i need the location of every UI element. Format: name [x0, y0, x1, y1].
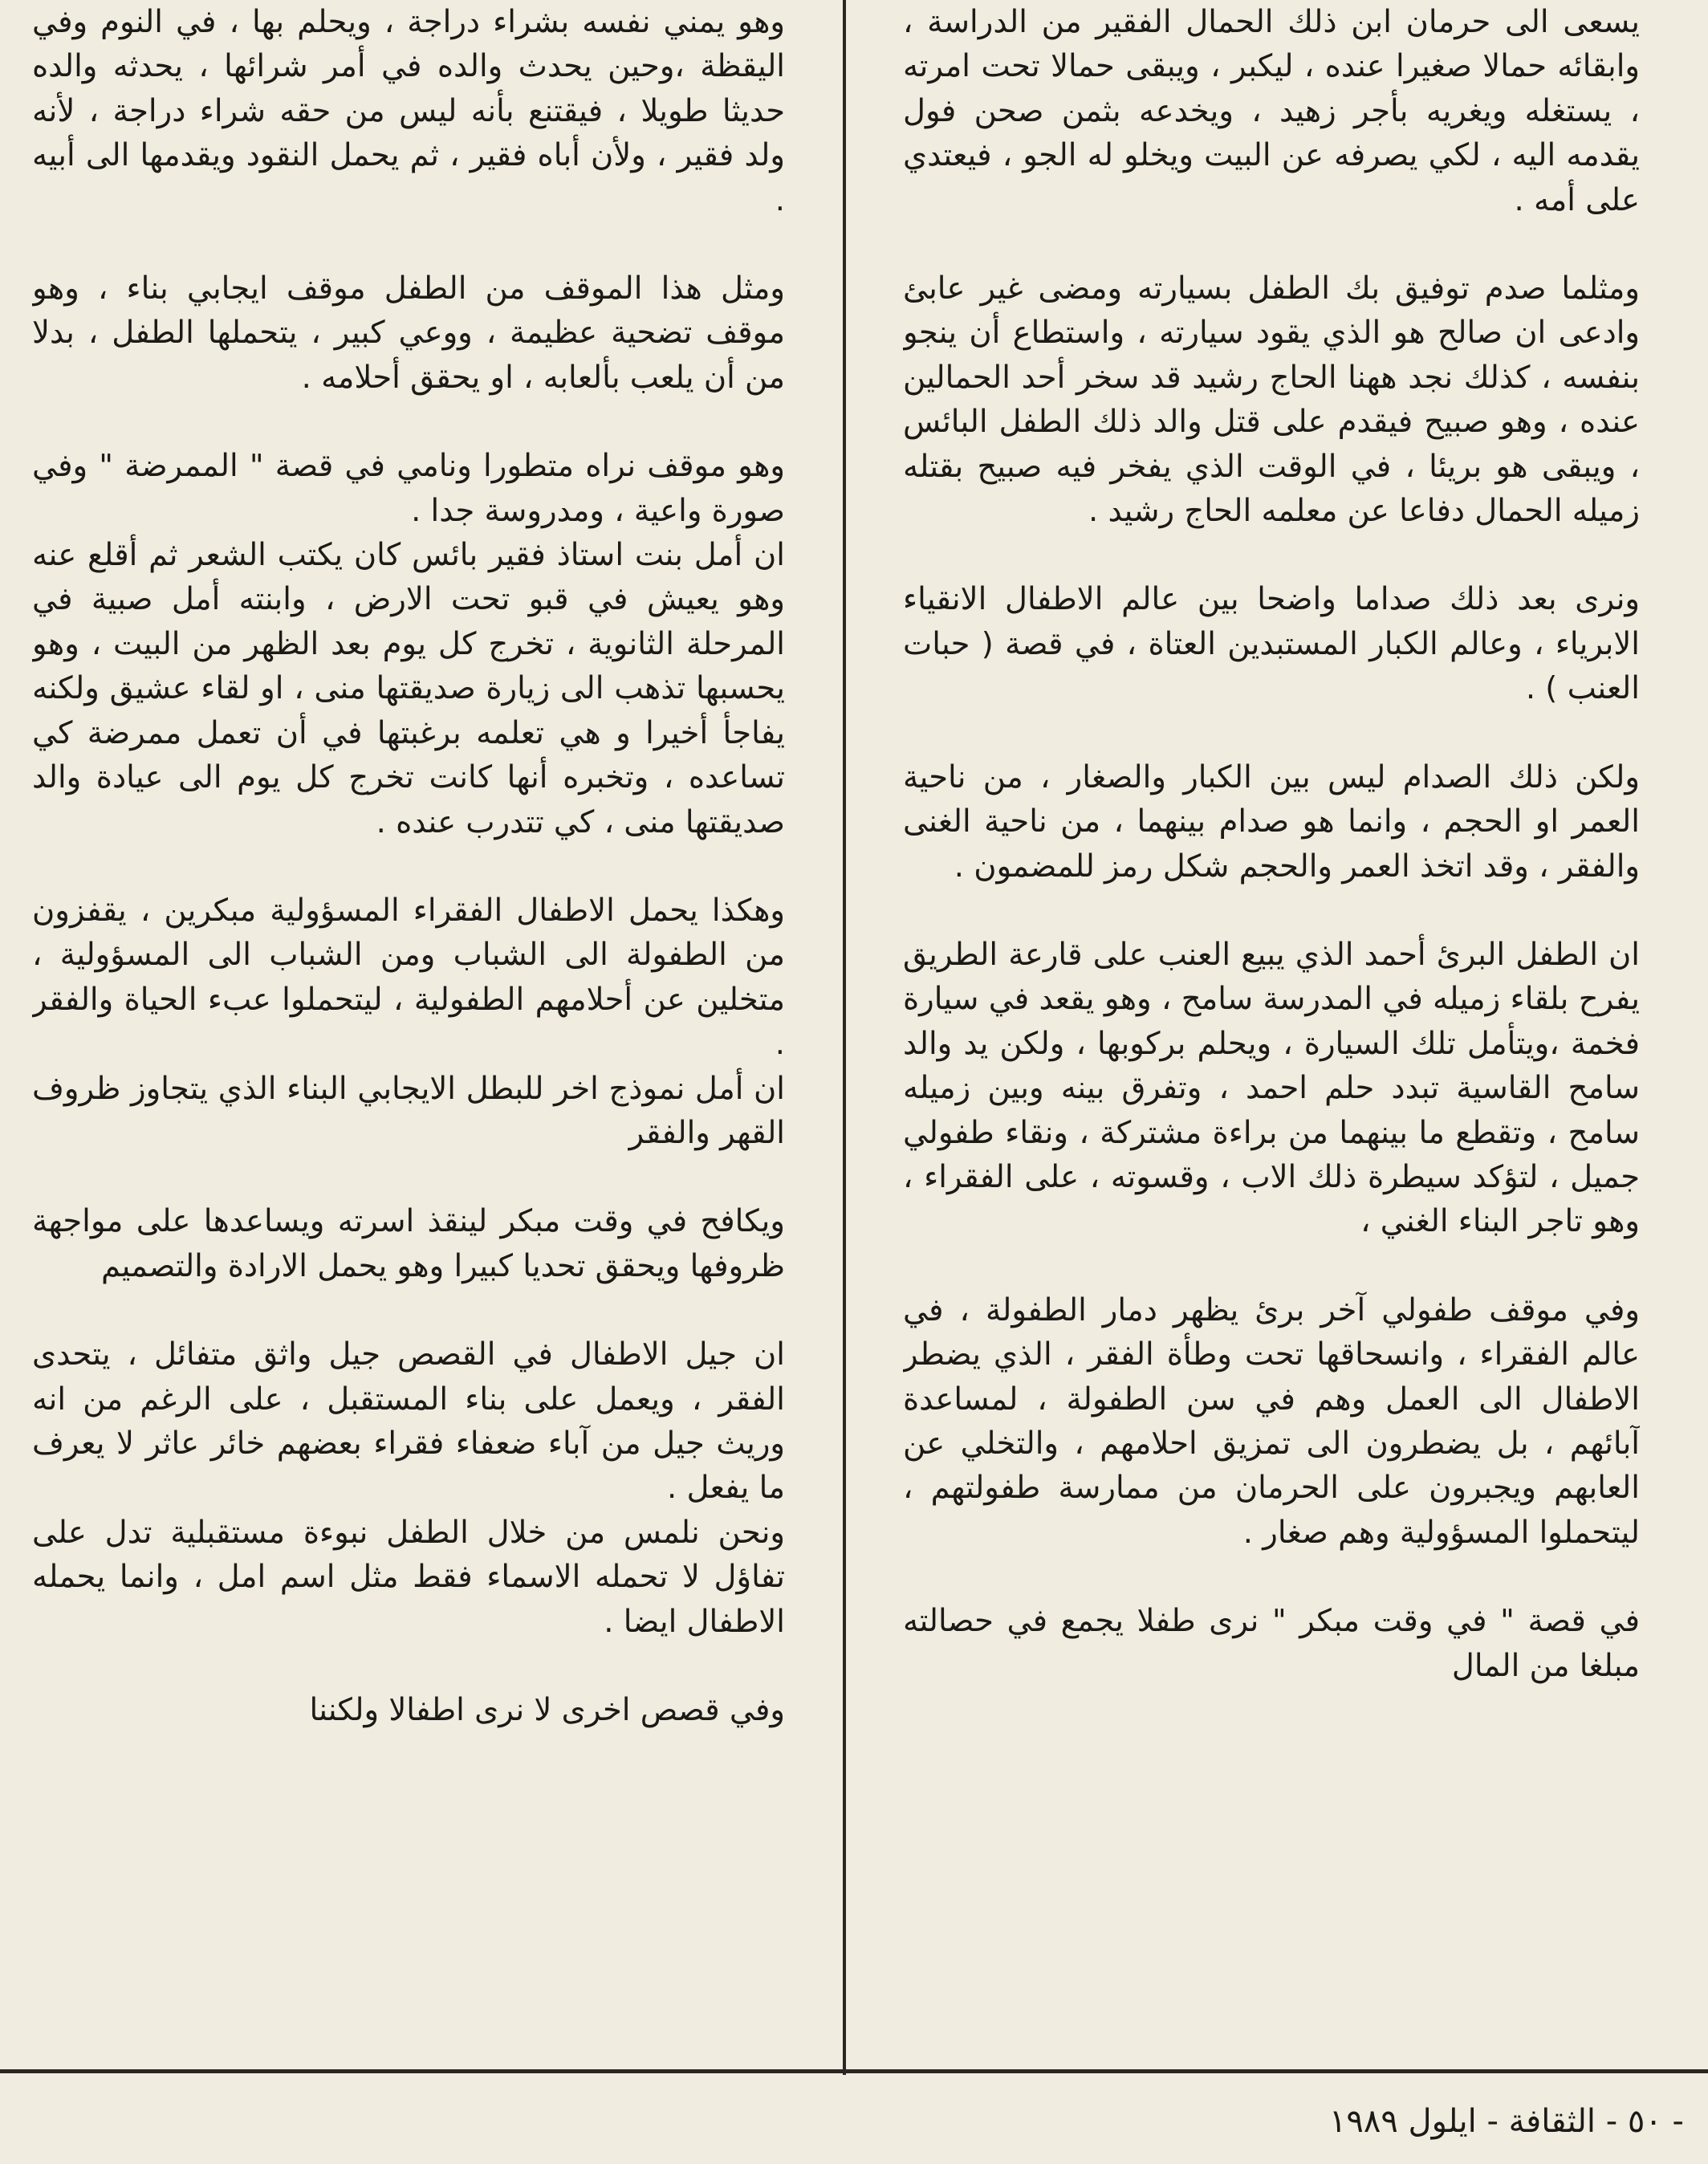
paragraph: وهكذا يحمل الاطفال الفقراء المسؤولية مبكرين ، يقفزون من الطفولة الى الشباب ومن الشباب الى المسؤولية ، متخلين عن أحلامهم الطفولية ، ليتحملوا عبء الحياة والفقر .	[32, 892, 785, 1063]
left-column	[32, 0, 785, 2055]
paragraph: ان الطفل البرئ أحمد الذي يبيع العنب على قارعة الطريق يفرح بلقاء زميله في المدرسة سامح ، وهو يقعد في سيارة فخمة ،ويتأمل تلك السيارة ، ويحلم بركوبها ، ولكن يد والد سامح القاسية تبدد حلم احمد ، وتفرق بينه وبين زميله سامح ، وتقطع ما بينهما من براءة مشتركة ، ونقاء طفولي جميل ، لتؤكد سيطرة ذلك الاب ، وقسوته ، على الفقراء ، وهو تاجر البناء الغني ،	[903, 936, 1640, 1240]
paragraph: وفي قصص اخرى لا نرى اطفالا ولكننا	[309, 1692, 785, 1728]
paragraph: ومثل هذا الموقف من الطفل موقف ايجابي بناء ، وهو موقف تضحية عظيمة ، ووعي كبير ، يتحملها الطفل ، بدلا من أن يلعب بألعابه ، او يحقق أحلامه .	[32, 270, 785, 396]
magazine-name: الثقافة	[1508, 2103, 1596, 2140]
paragraph: وفي موقف طفولي آخر برئ يظهر دمار الطفولة ، في عالم الفقراء ، وانسحاقها تحت وطأة الفقر ، الذي يضطر الاطفال الى العمل وهم في سن الطفولة ، لمساعدة آبائهم ، بل يضطرون الى تمزيق احلامهم ، والتخلي عن العابهم ويجبرون على الحرمان من ممارسة طفولتهم ، ليتحملوا المسؤولية وهم صغار .	[903, 1291, 1640, 1551]
right-column	[903, 0, 1640, 2055]
paragraph: وهو يمني نفسه بشراء دراجة ، ويحلم بها ، في النوم وفي اليقظة ،وحين يحدث والده في أمر شرائها ، يحدثه والده حديثا طويلا ، فيقتنع بأنه ليس من حقه شراء دراجة ، لأنه ولد فقير ، ولأن أباه فقير ، ثم يحمل النقود ويقدمها الى أبيه .	[32, 4, 785, 218]
page-footer: - ٥٠ - الثقافة - ايلول ١٩٨٩	[1328, 2103, 1684, 2140]
footer-rule	[0, 2069, 1708, 2073]
paragraph: ولكن ذلك الصدام ليس بين الكبار والصغار ، من ناحية العمر او الحجم ، وانما هو صدام بينهما ، من ناحية الغنى والفقر ، وقد اتخذ العمر والحجم شكل رمز للمضمون .	[903, 759, 1640, 885]
paragraph: ونرى بعد ذلك صداما واضحا بين عالم الاطفال الانقياء الابرياء ، وعالم الكبار المستبدين العتاة ، في قصة ( حبات العنب ) .	[903, 581, 1640, 707]
paragraph: ويكافح في وقت مبكر لينقذ اسرته ويساعدها على مواجهة ظروفها ويحقق تحديا كبيرا وهو يحمل الارادة والتصميم	[32, 1203, 785, 1284]
page-number: - ٥٠ -	[1605, 2103, 1684, 2140]
paragraph: ان جيل الاطفال في القصص جيل واثق متفائل ، يتحدى الفقر ، ويعمل على بناء المستقبل ، على الرغم من انه وريث جيل من آباء ضعفاء فقراء بعضهم خائر عاثر لا يعرف ما يفعل .	[32, 1336, 785, 1507]
paragraph: ونحن نلمس من خلال الطفل نبوءة مستقبلية تدل على تفاؤل لا تحمله الاسماء فقط مثل اسم امل ، وانما يحمله الاطفال ايضا .	[32, 1514, 785, 1640]
paragraph: وهو موقف نراه متطورا ونامي في قصة " الممرضة " وفي صورة واعية ، ومدروسة جدا .	[32, 448, 785, 529]
paragraph: ان أمل بنت استاذ فقير بائس كان يكتب الشعر ثم أقلع عنه وهو يعيش في قبو تحت الارض ، وابنته أمل صبية في المرحلة الثانوية ، تخرج كل يوم بعد الظهر من البيت ، وهو يحسبها تذهب الى زيارة صديقتها منى ، او لقاء عشيق ولكنه يفاجأ أخيرا و هي تعلمه برغبتها في أن تعمل ممرضة كي تساعده ، وتخبره أنها كانت تخرج كل يوم الى عيادة والد صديقتها منى ، كي تتدرب عنده .	[32, 537, 785, 840]
issue-date: ايلول ١٩٨٩	[1328, 2103, 1477, 2140]
paragraph: يسعى الى حرمان ابن ذلك الحمال الفقير من الدراسة ، وابقائه حمالا صغيرا عنده ، ليكبر ، ويبقى حمالا تحت امرته ، يستغله ويغريه بأجر زهيد ، ويخدعه بثمن صحن فول يقدمه اليه ، لكي يصرفه عن البيت ويخلو له الجو ، فيعتدي على أمه .	[903, 4, 1640, 218]
paragraph: ومثلما صدم توفيق بك الطفل بسيارته ومضى غير عابئ وادعى ان صالح هو الذي يقود سيارته ، واستطاع أن ينجو بنفسه ، كذلك نجد ههنا الحاج رشيد قد سخر أحد الحمالين عنده ، وهو صبيح فيقدم على قتل والد ذلك الطفل البائس ، ويبقى هو بريئا ، في الوقت الذي يفخر فيه صبيح بقتله زميله الحمال دفاعا عن معلمه الحاج رشيد .	[903, 270, 1640, 530]
column-divider	[843, 0, 846, 2075]
paragraph: ان أمل نموذج اخر للبطل الايجابي البناء الذي يتجاوز ظروف القهر والفقر	[32, 1070, 785, 1151]
paragraph: في قصة " في وقت مبكر " نرى طفلا يجمع في حصالته مبلغا من المال	[903, 1603, 1640, 1684]
